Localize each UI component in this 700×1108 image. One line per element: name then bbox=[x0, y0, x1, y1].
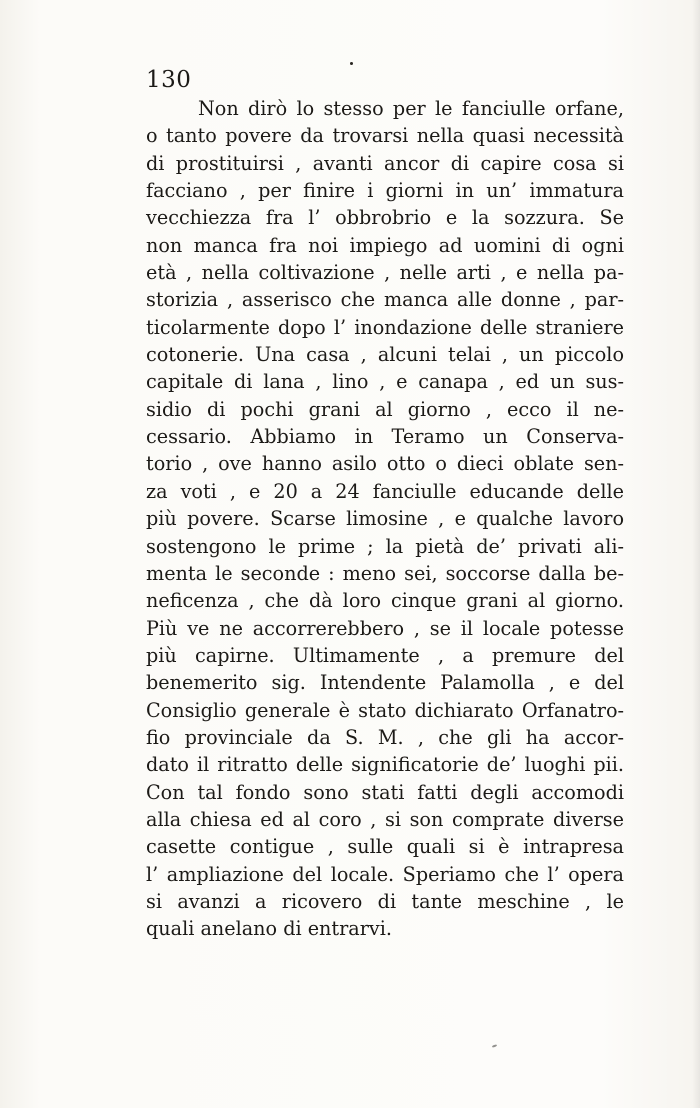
text-line: si avanzi a ricovero di tante meschine , le bbox=[146, 889, 624, 913]
text-line: alla chiesa ed al coro , si son comprate diverse bbox=[146, 807, 624, 831]
ink-speck bbox=[492, 1044, 497, 1048]
text-line: fio provinciale da S. M. , che gli ha accor- bbox=[146, 725, 624, 749]
page-edge-shadow bbox=[692, 0, 700, 1108]
text-line: neficenza , che dà loro cinque grani al giorno. bbox=[146, 589, 624, 613]
text-line: vecchiezza fra l’ obbrobrio e la sozzura. Se bbox=[146, 206, 624, 230]
text-line: Consiglio generale è stato dichiarato Orfanatro- bbox=[146, 698, 624, 722]
text-line: sidio di pochi grani al giorno , ecco il ne- bbox=[146, 397, 624, 421]
text-line: za voti , e 20 a 24 fanciulle educande delle bbox=[146, 479, 624, 503]
text-line: Più ve ne accorrerebbero , se il locale potesse bbox=[146, 616, 624, 640]
text-line: quali anelano di entrarvi. bbox=[146, 917, 392, 941]
text-line: sostengono le prime ; la pietà de’ privati ali- bbox=[146, 534, 624, 558]
text-line: ticolarmente dopo l’ inondazione delle straniere bbox=[146, 315, 624, 339]
text-line: o tanto povere da trovarsi nella quasi necessità bbox=[146, 124, 624, 148]
text-line: dato il ritratto delle significatorie de’ luoghi pii. bbox=[146, 753, 624, 777]
text-line: storizia , asserisco che manca alle donne , par- bbox=[146, 288, 624, 312]
page-number: 130 bbox=[146, 67, 192, 93]
text-line: Non dirò lo stesso per le fanciulle orfane, bbox=[198, 97, 624, 120]
text-line: benemerito sig. Intendente Palamolla , e del bbox=[146, 671, 624, 695]
text-line: facciano , per finire i giorni in un’ immatura bbox=[146, 179, 624, 203]
body-text bbox=[146, 95, 624, 943]
text-line: età , nella coltivazione , nelle arti , e nella pa- bbox=[146, 261, 624, 285]
ink-speck bbox=[350, 62, 353, 65]
text-line: più povere. Scarse limosine , e qualche lavoro bbox=[146, 507, 624, 531]
text-line: Con tal fondo sono stati fatti degli accomodi bbox=[146, 780, 624, 804]
text-line: più capirne. Ultimamente , a premure del bbox=[146, 643, 624, 667]
text-line: menta le seconde : meno sei, soccorse dalla be- bbox=[146, 561, 624, 585]
text-line: casette contigue , sulle quali si è intrapresa bbox=[146, 835, 624, 859]
text-line: non manca fra noi impiego ad uomini di ogni bbox=[146, 233, 624, 257]
text-line: cotonerie. Una casa , alcuni telai , un piccolo bbox=[146, 343, 624, 367]
text-line: di prostituirsi , avanti ancor di capire cosa si bbox=[146, 151, 624, 175]
text-line: l’ ampliazione del locale. Speriamo che l’ opera bbox=[146, 862, 624, 886]
text-line: cessario. Abbiamo in Teramo un Conserva- bbox=[146, 425, 624, 449]
text-line: capitale di lana , lino , e canapa , ed un sus- bbox=[146, 370, 624, 394]
text-line: torio , ove hanno asilo otto o dieci oblate sen- bbox=[146, 452, 624, 476]
